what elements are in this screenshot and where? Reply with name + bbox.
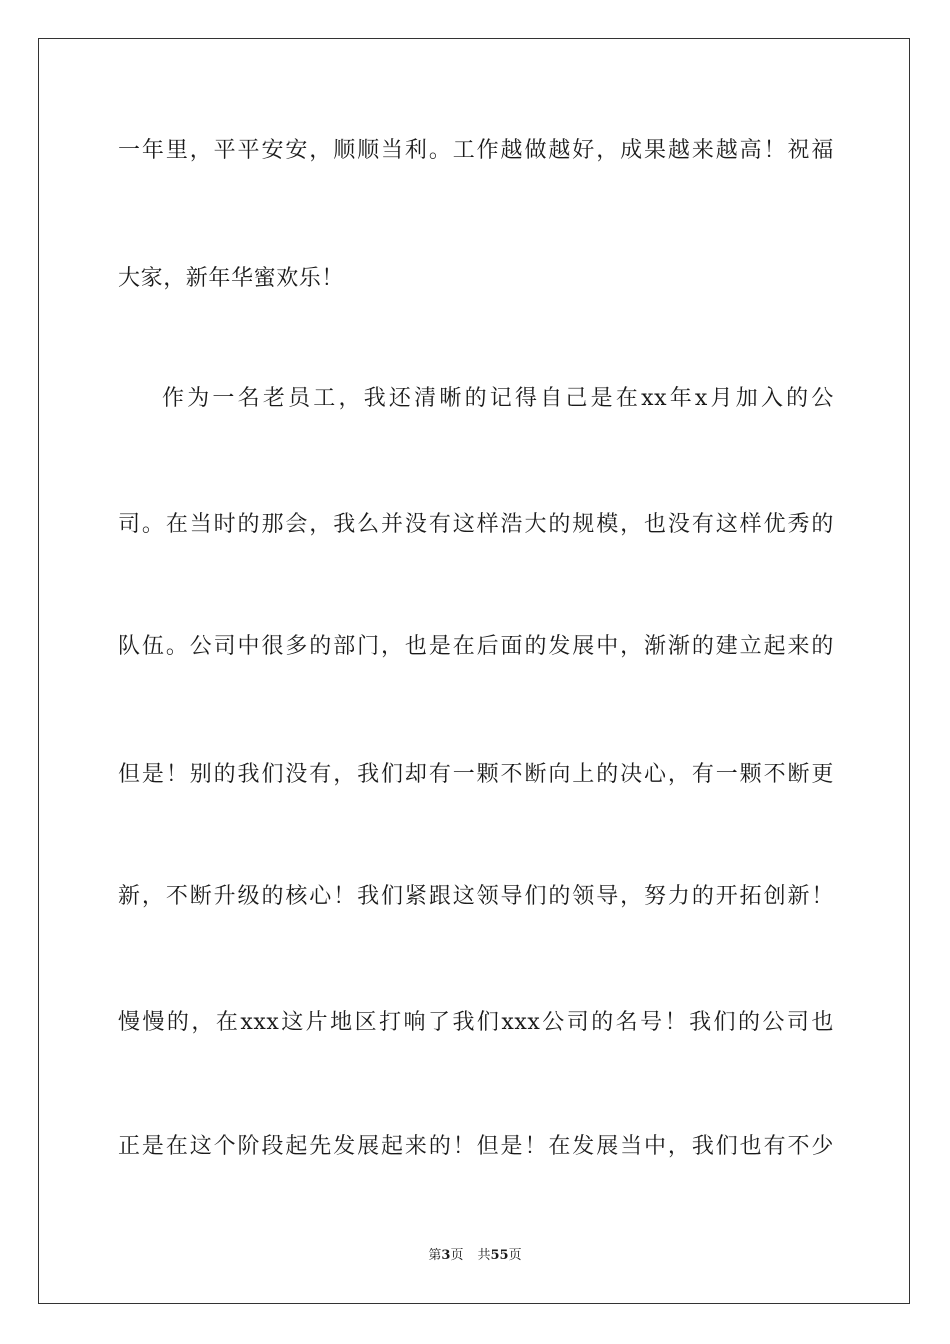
body-line-1: 一年里，平平安安，顺顺当利。工作越做越好，成果越来越高！祝福 [118,138,834,163]
body-line-7: 新，不断升级的核心！我们紧跟这领导们的领导，努力的开拓创新！ [118,884,834,909]
total-pages: 55 [490,1248,509,1263]
body-line-6: 但是！别的我们没有，我们却有一颗不断向上的决心，有一颗不断更 [118,762,834,787]
body-line-2: 大家，新年华蜜欢乐！ [118,266,345,291]
body-line-5: 队伍。公司中很多的部门，也是在后面的发展中，渐渐的建立起来的 [118,634,834,659]
body-line-8: 慢慢的，在xxx这片地区打响了我们xxx公司的名号！我们的公司也 [118,1010,834,1035]
body-line-4: 司。在当时的那会，我么并没有这样浩大的规模，也没有这样优秀的 [118,512,834,537]
body-line-3: 作为一名老员工，我还清晰的记得自己是在xx年x月加入的公 [162,386,834,411]
total-label-suffix: 页 [508,1248,522,1263]
total-label-prefix: 共 [477,1248,491,1263]
page-border [38,38,910,1304]
body-line-9: 正是在这个阶段起先发展起来的！但是！在发展当中，我们也有不少 [118,1134,834,1159]
page-footer [0,1247,950,1265]
page-label-prefix: 第 [428,1248,442,1263]
page-number: 3 [441,1248,451,1263]
page-label-suffix: 页 [450,1248,464,1263]
